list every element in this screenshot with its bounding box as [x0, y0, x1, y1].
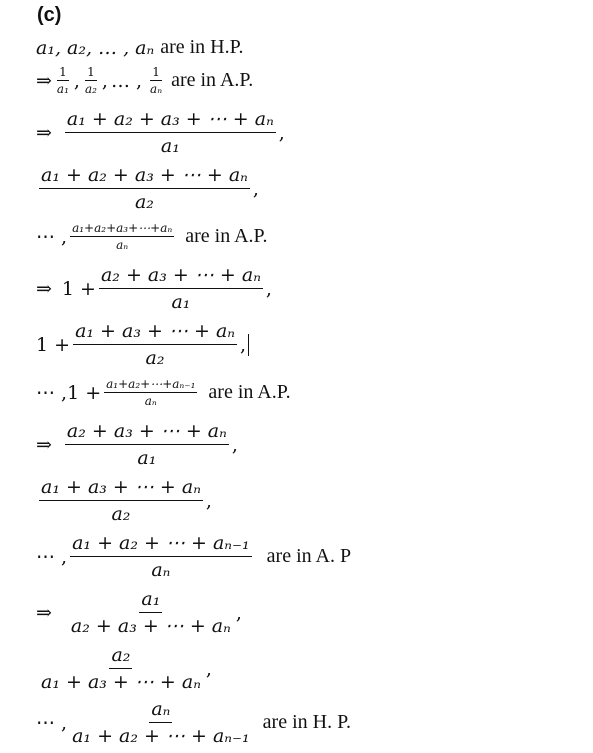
line-5: ⋯ , $\frac{\text{a₁+a₂+a₃+⋯+aₙ}}{\text{aₙ}}$ are in A.P.: [36, 221, 268, 252]
line-12: ⇒ $\frac{\text{a₁}}{\text{a₂ + a₃ + ⋯ + aₙ}}$ ,: [36, 588, 242, 637]
text-cursor: [248, 334, 249, 356]
fraction: $\frac{\text{a₁ + a₂ + a₃ + ⋯ + aₙ}}{\text{a₂}}$: [41, 164, 248, 213]
fraction: $\frac{1}{\text{aₙ}}$: [150, 65, 163, 96]
fraction: $\frac{\text{a₂ + a₃ + ⋯ + aₙ}}{\text{a₁}}$: [66, 420, 227, 469]
fraction: $\frac{\text{a₂ + a₃ + ⋯ + aₙ}}{\text{a₁}}$: [100, 264, 261, 313]
fraction: $\frac{\text{a₁ + a₃ + ⋯ + aₙ}}{\text{a₂}}$: [41, 476, 201, 525]
fraction: $\frac{1}{\text{a₁}}$: [56, 65, 69, 96]
statement-text: are in A. P: [266, 545, 352, 567]
line-7: 1 + $\frac{\text{a₁ + a₃ + ⋯ + aₙ}}{\text{a₂}}$ ,: [36, 320, 249, 369]
line-1: [36, 36, 244, 59]
statement-text: are in H.P.: [160, 36, 244, 58]
fraction: $\frac{\text{a₁ + a₂ + a₃ + ⋯ + aₙ}}{\text{a₁}}$: [66, 108, 274, 157]
fraction: $\frac{\text{a₁ + a₃ + ⋯ + aₙ}}{\text{a₂}}$: [75, 320, 235, 369]
line-3: ⇒ $\frac{\text{a₁ + a₂ + a₃ + ⋯ + aₙ}}{\text{a₁}}$ ,: [36, 108, 285, 157]
problem-label: (c): [37, 4, 62, 26]
line-11: ⋯ , $\frac{\text{a₁ + a₂ + ⋯ + aₙ₋₁}}{\text{aₙ}}$ are in A. P: [36, 532, 352, 581]
fraction: $\frac{\text{a₁+a₂+⋯+aₙ₋₁}}{\text{aₙ}}$: [106, 377, 196, 408]
statement-text: are in A.P.: [171, 69, 254, 91]
line-6: ⇒ 1 + $\frac{\text{a₂ + a₃ + ⋯ + aₙ}}{\text{a₁}}$ ,: [36, 264, 272, 313]
line-9: ⇒ $\frac{\text{a₂ + a₃ + ⋯ + aₙ}}{\text{a₁}}$ ,: [36, 420, 238, 469]
line-2: ⇒ $\frac{1}{\text{a₁}}$ , $\frac{1}{\text{a₂}}$ , … , $\frac{1}{\text{aₙ}}$ are in A.P.: [36, 65, 254, 96]
fraction: $\frac{1}{\text{a₂}}$: [84, 65, 97, 96]
line-8: ⋯ , 1 + $\frac{\text{a₁+a₂+⋯+aₙ₋₁}}{\text{aₙ}}$ are in A.P.: [36, 377, 291, 408]
fraction: $\frac{\text{aₙ}}{\text{a₁ + a₂ + ⋯ + aₙ₋₁}}$: [72, 698, 250, 747]
fraction: $\frac{\text{a₂}}{\text{a₁ + a₃ + ⋯ + aₙ}}$: [41, 644, 201, 693]
fraction: $\frac{\text{a₁+a₂+a₃+⋯+aₙ}}{\text{aₙ}}$: [72, 221, 173, 252]
line-13: $\frac{\text{a₂}}{\text{a₁ + a₃ + ⋯ + aₙ}}$ ,: [41, 644, 212, 693]
statement-text: are in H. P.: [262, 711, 351, 733]
statement-text: are in A.P.: [208, 381, 291, 403]
implies-symbol: ⇒: [36, 69, 52, 92]
statement-text: are in A.P.: [185, 225, 268, 247]
fraction: $\frac{\text{a₁}}{\text{a₂ + a₃ + ⋯ + aₙ}}$: [70, 588, 231, 637]
fraction: $\frac{\text{a₁ + a₂ + ⋯ + aₙ₋₁}}{\text{aₙ}}$: [72, 532, 250, 581]
line-10: $\frac{\text{a₁ + a₃ + ⋯ + aₙ}}{\text{a₂}}$ ,: [41, 476, 212, 525]
line-4: $\frac{\text{a₁ + a₂ + a₃ + ⋯ + aₙ}}{\text{a₂}}$ ,: [41, 164, 259, 213]
sequence: a₁, a₂, … , aₙ: [36, 36, 155, 59]
line-14: ⋯ , $\frac{\text{aₙ}}{\text{a₁ + a₂ + ⋯ + aₙ₋₁}}$ are in H. P.: [36, 698, 351, 747]
